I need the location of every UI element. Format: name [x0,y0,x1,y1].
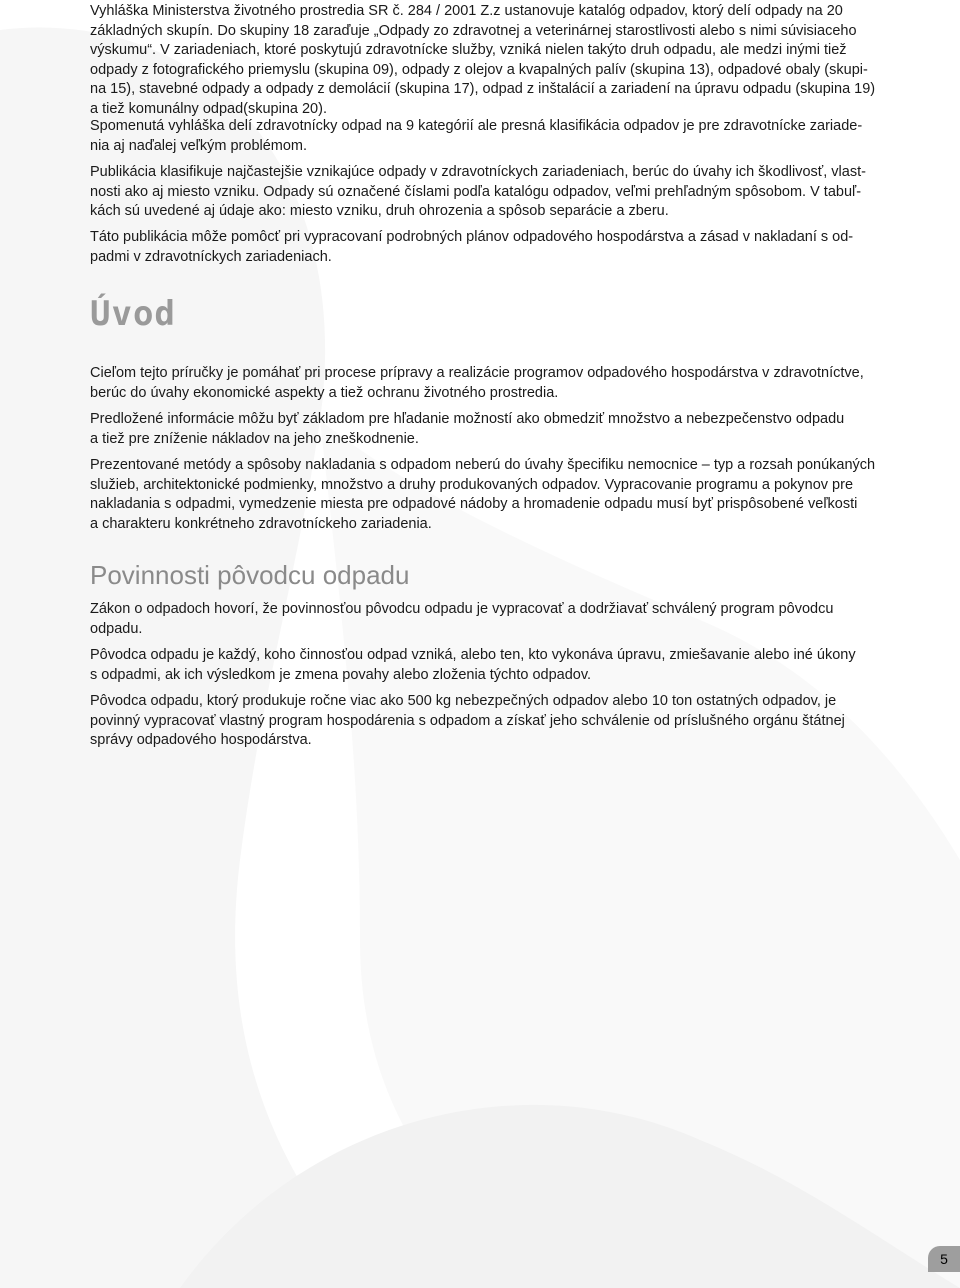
text-line: a tiež komunálny odpad(skupina 20). [90,100,327,117]
text-line: Zákon o odpadoch hovorí, že povinnosťou pôvodcu odpadu je vypracovať a dodržiavať schválený program pôvodcu [90,601,834,617]
intro-paragraph-4 [90,228,853,267]
text-line: nakladania s odpadmi, vymedzenie miesta pre odpadové nádoby a hromadenie odpadu musí byť prispôsobené veľkosti [90,496,858,512]
text-line: na 15), stavebné odpady a odpady z demolácií (skupina 17), odpad z inštalácií a zariadení na úpravu odpadu (skupina 19) [90,81,876,97]
text-line: odpady z fotografického priemyslu (skupina 09), odpady z olejov a kvapalných palív (skupina 13), odpadové obaly (skupi- [90,61,868,78]
text-line: Predložené informácie môžu byť základom pre hľadanie možností ako obmedziť množstvo a nebezpečenstvo odpadu [90,411,845,427]
text-line: Pôvodca odpadu je každý, koho činnosťou odpad vzniká, alebo ten, kto vykonáva úpravu, zmiešavanie alebo iné úkony [90,647,856,663]
text-line: Prezentované metódy a spôsoby nakladania s odpadom neberú do úvahy špecifiku nemocnice – typ a rozsah ponúkaných [90,457,876,473]
text-line: nosti ako aj miesto vzniku. Odpady sú označené číslami podľa katalógu odpadov, veľmi prehľadným spôsobom. V tabuľ- [90,183,862,200]
povinnosti-paragraph-1 [90,600,833,639]
text-line: Spomenutá vyhláška delí zdravotnícky odpad na 9 kategórií ale presná klasifikácia odpadov je pre zdravotnícke zariade- [90,118,863,134]
text-line: s odpadmi, ak ich výsledkom je zmena povahy alebo zloženia týchto odpadov. [90,666,592,683]
intro-paragraph-1 [90,2,875,119]
text-line: výskumu“. V zariadeniach, ktoré poskytujú zdravotnícke služby, vzniká nielen takýto druh odpadu, ale medzi inými tiež [90,42,847,58]
section-heading-uvod: Úvod [90,294,176,334]
text-line: padmi v zdravotníckych zariadeniach. [90,248,332,265]
povinnosti-paragraph-3 [90,692,845,751]
text-line: povinný vypracovať vlastný program hospodárenia s odpadom a získať jeho schválenie od príslušného orgánu štátnej [90,712,845,729]
text-line: kách sú uvedené aj údaje ako: miesto vzniku, druh ohrozenia a spôsob separácie a zberu. [90,203,669,219]
text-line: služieb, architektonické podmienky, množstvo a druhy produkovaných odpadov. Vypracovanie programu a pokynov pre [90,476,854,493]
text-line: berúc do úvahy ekonomické aspekty a tiež ochranu životného prostredia. [90,384,559,401]
povinnosti-paragraph-2 [90,646,856,685]
text-line: Pôvodca odpadu, ktorý produkuje ročne viac ako 500 kg nebezpečných odpadov alebo 10 ton ostatných odpadov, je [90,693,837,709]
uvod-paragraph-2 [90,410,844,449]
uvod-paragraph-3 [90,456,875,534]
text-line: a charakteru konkrétneho zdravotníckeho zariadenia. [90,515,432,532]
text-line: Táto publikácia môže pomôcť pri vypracovaní podrobných plánov odpadového hospodárstva a zásad v nakladaní s od- [90,229,854,245]
intro-paragraph-3 [90,163,866,222]
text-line: odpadu. [90,620,143,637]
text-line: a tiež pre zníženie nákladov na jeho zneškodnenie. [90,430,419,447]
text-line: Publikácia klasifikuje najčastejšie vznikajúce odpady v zdravotníckych zariadeniach, berúc do úvahy ich škodlivosť, vlast- [90,164,866,180]
page-number: 5 [928,1246,960,1272]
uvod-paragraph-1 [90,364,864,403]
text-line: Cieľom tejto príručky je pomáhať pri procese prípravy a realizácie programov odpadového hospodárstva v zdravotníctve, [90,365,864,381]
text-line: správy odpadového hospodárstva. [90,732,312,748]
text-line: základných skupín. Do skupiny 18 zaraďuje „Odpady zo zdravotnej a veterinárnej starostlivosti alebo s nimi súvisiaceho [90,22,857,39]
text-line: Vyhláška Ministerstva životného prostredia SR č. 284 / 2001 Z.z ustanovuje katalóg odpadov, ktorý delí odpady na 20 [90,3,843,19]
intro-paragraph-2 [90,117,862,156]
text-line: nia aj naďalej veľkým problémom. [90,137,308,154]
section-heading-povinnosti: Povinnosti pôvodcu odpadu [90,560,410,590]
